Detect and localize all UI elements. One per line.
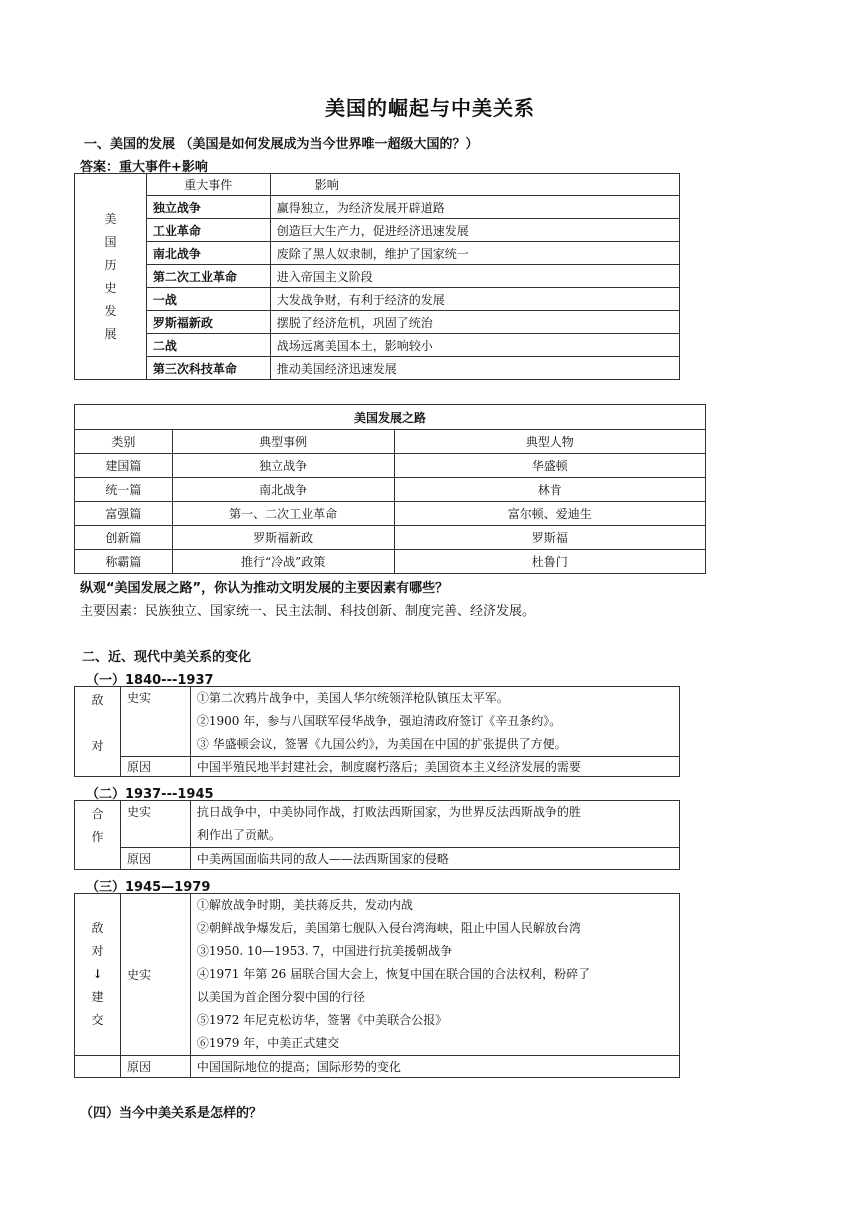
road-row: 统一篇 南北战争 林肯 xyxy=(75,478,706,502)
period3-table xyxy=(74,893,680,1078)
period2-facts-label: 史实 xyxy=(120,801,190,848)
period4-heading: （四）当今中美关系是怎样的？ xyxy=(80,1106,263,1121)
period1-heading: （一）1840---1937 xyxy=(86,673,214,688)
road-row: 称霸篇 推行“冷战”政策 杜鲁门 xyxy=(75,550,706,574)
event-row: 第三次科技革命 推动美国经济迅速发展 xyxy=(75,357,680,380)
period1-reason-label: 原因 xyxy=(120,757,190,777)
event-row: 一战 大发战争财，有利于经济的发展 xyxy=(75,288,680,311)
down-arrow-icon: ↓ xyxy=(92,967,103,981)
period1-table xyxy=(74,686,680,777)
period2-table xyxy=(74,800,680,870)
event-row: 工业革命 创造巨大生产力，促进经济迅速发展 xyxy=(75,219,680,242)
period2-reason: 中美两国面临共同的敌人——法西斯国家的侵略 xyxy=(190,848,679,870)
period1-side-label: 敌 对 xyxy=(75,687,121,777)
period3-reason-label: 原因 xyxy=(120,1056,190,1078)
period3-heading: （三）1945—1979 xyxy=(86,880,211,895)
period3-reason: 中国国际地位的提高；国际形势的变化 xyxy=(190,1056,679,1078)
events-header-effect: 影响 xyxy=(270,174,679,196)
development-question: 纵观“美国发展之路”，你认为推动文明发展的主要因素有哪些？ xyxy=(80,581,449,596)
period3-facts-label: 史实 xyxy=(120,894,190,1056)
event-row: 南北战争 废除了黑人奴隶制，维护了国家统一 xyxy=(75,242,680,265)
road-header-category: 类别 xyxy=(75,430,173,454)
event-row: 第二次工业革命 进入帝国主义阶段 xyxy=(75,265,680,288)
period2-reason-label: 原因 xyxy=(120,848,190,870)
road-row: 富强篇 第一、二次工业革命 富尔顿、爱迪生 xyxy=(75,502,706,526)
events-header-event: 重大事件 xyxy=(146,174,270,196)
period1-reason: 中国半殖民地半封建社会，制度腐朽落后；美国资本主义经济发展的需要 xyxy=(190,757,679,777)
section1-answer: 答案：重大事件+影响 xyxy=(80,160,208,175)
development-road-title: 美国发展之路 xyxy=(75,405,706,430)
event-row: 罗斯福新政 摆脱了经济危机，巩固了统治 xyxy=(75,311,680,334)
road-header-example: 典型事例 xyxy=(172,430,394,454)
period3-reason-empty xyxy=(75,1056,121,1078)
development-road-table xyxy=(74,404,706,574)
event-row: 二战 战场远离美国本土，影响较小 xyxy=(75,334,680,357)
period3-facts: ①解放战争时期，美扶蒋反共，发动内战 ②朝鲜战争爆发后，美国第七舰队入侵台湾海峡，阻止中国人民解放台湾 ③1950. 10—1953. 7，中国进行抗美援朝战争 ④1971 年第 26 届联合国大会上，恢复中国在联合国的合法权利，粉碎了 以美国为首企图分裂中国的行径 ⑤1972 年尼克松访华，签署《中美联合公报》 ⑥1979 年，中美正式建交 xyxy=(190,894,679,1056)
road-header-person: 典型人物 xyxy=(394,430,705,454)
section1-heading: 一、美国的发展 （美国是如何发展成为当今世界唯一超级大国的？） xyxy=(84,137,479,152)
road-row: 建国篇 独立战争 华盛顿 xyxy=(75,454,706,478)
development-answer: 主要因素：民族独立、国家统一、民主法制、科技创新、制度完善、经济发展。 xyxy=(80,604,536,619)
period1-facts: ①第二次鸦片战争中，美国人华尔统领洋枪队镇压太平军。 ②1900 年，参与八国联军侵华战争，强迫清政府签订《辛丑条约》。 ③ 华盛顿会议，签署《九国公约》，为美国在中国的扩张提供了方便。 xyxy=(190,687,679,757)
section2-heading: 二、近、现代中美关系的变化 xyxy=(82,650,252,665)
events-table xyxy=(74,173,680,380)
event-row: 独立战争 赢得独立，为经济发展开辟道路 xyxy=(75,196,680,219)
road-row: 创新篇 罗斯福新政 罗斯福 xyxy=(75,526,706,550)
period2-heading: （二）1937---1945 xyxy=(86,787,214,802)
document-title: 美国的崛起与中美关系 xyxy=(325,96,535,120)
period2-facts: 抗日战争中，中美协同作战，打败法西斯国家，为世界反法西斯战争的胜 利作出了贡献。 xyxy=(190,801,679,848)
events-side-label: 美 国 历 史 发 展 xyxy=(75,174,147,380)
period3-side-label: 敌 对 ↓ 建 交 xyxy=(75,894,121,1056)
period2-side-label: 合 作 xyxy=(75,801,121,870)
period1-facts-label: 史实 xyxy=(120,687,190,757)
